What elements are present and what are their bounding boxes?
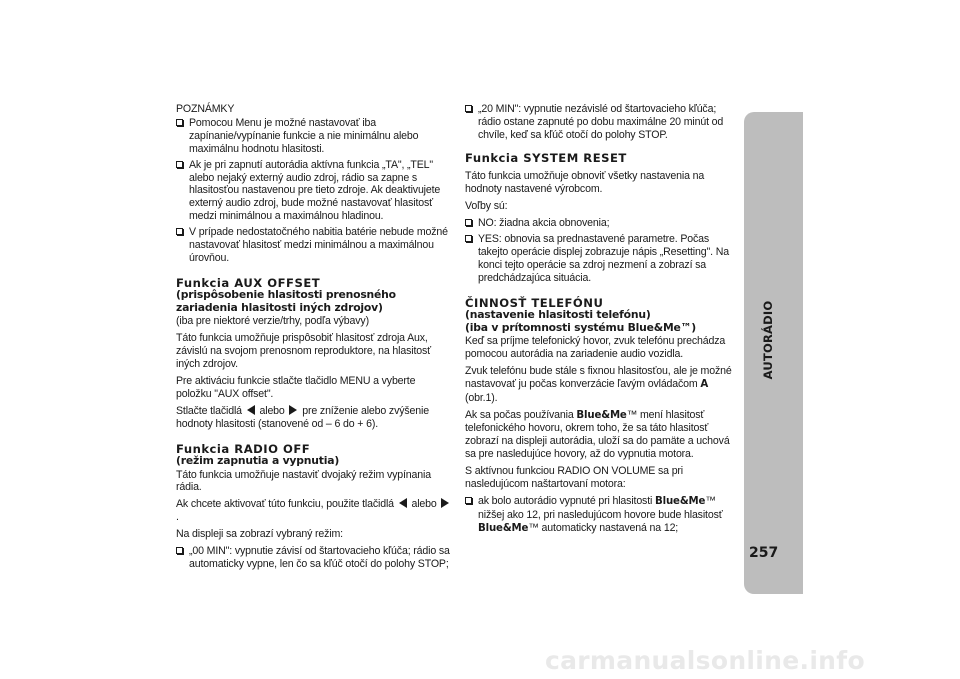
section-side-tab-edge bbox=[801, 112, 803, 594]
mode-item: „20 MIN": vypnutie nezávislé od štartovacieho kľúča; rádio ostane zapnuté po dobu maximálne 20 minút od chvíle, keď sa kľúč otočí do polohy STOP. bbox=[465, 103, 741, 142]
aux-paragraph-2: Pre aktiváciu funkcie stlačte tlačidlo MENU a vyberte položku "AUX offset". bbox=[176, 374, 416, 400]
checkbox-bullet-icon bbox=[176, 228, 183, 235]
aux-paragraph-1: Táto funkcia umožňuje prispôsobiť hlasitosť zdroja Aux, závislú na svojom prenosnom reproduktore, na hlasitosť iných zdrojov. bbox=[176, 332, 431, 370]
aux-paragraph-3: Stlačte tlačidlá alebo pre zníženie alebo zvýšenie hodnoty hlasitosti (stanovené od – 6 do + 6). bbox=[176, 404, 429, 430]
reset-option: YES: obnovia sa prednastavené parametre. Počas takejto operácie displej zobrazuje nápis „Resetting". Na konci tejto operácie sa zdroj nezmení a zobrazí sa predchádzajúca situácia. bbox=[465, 233, 741, 285]
section-tab-label: AUTORÁDIO bbox=[761, 300, 775, 380]
checkbox-bullet-icon bbox=[465, 497, 472, 504]
mode-item: „00 MIN": vypnutie závisí od štartovacieho kľúča; rádio sa automaticky vypne, len čo sa kľúč otočí do polohy STOP; bbox=[176, 545, 452, 571]
notes-title: POZNÁMKY bbox=[176, 103, 235, 115]
aux-offset-heading: Funkcia AUX OFFSET bbox=[176, 275, 321, 290]
right-column bbox=[465, 103, 741, 539]
page-number: 257 bbox=[749, 545, 779, 561]
phone-subheading-2: (iba v prítomnosti systému Blue&Me™) bbox=[465, 320, 696, 334]
reset-option: NO: žiadna akcia obnovenia; bbox=[465, 217, 741, 230]
system-reset-paragraph-2: Voľby sú: bbox=[465, 200, 508, 213]
note-item: V prípade nedostatočného nabitia batérie nebude možné nastavovať hlasitosť medzi minimálnou a maximálnou úrovňou. bbox=[176, 226, 452, 265]
radio-off-heading: Funkcia RADIO OFF bbox=[176, 441, 311, 456]
checkbox-bullet-icon bbox=[465, 219, 472, 226]
triangle-right-icon bbox=[441, 498, 449, 508]
checkbox-bullet-icon bbox=[465, 105, 472, 112]
phone-paragraph-1: Keď sa príjme telefonický hovor, zvuk telefónu prechádza pomocou autorádia na zariadenie audio vozidla. bbox=[465, 334, 726, 360]
radio-off-paragraph-3: Na displeji sa zobrazí vybraný režim: bbox=[176, 528, 343, 541]
radio-off-paragraph-2: Ak chcete aktivovať túto funkciu, použite tlačidlá alebo . bbox=[176, 498, 452, 524]
checkbox-bullet-icon bbox=[176, 547, 183, 554]
phone-paragraph-2: Zvuk telefónu bude stále s fixnou hlasitosťou, ale je možné nastavovať ju počas konverzácie ľavým ovládačom A (obr.1). bbox=[465, 364, 732, 404]
note-item: Ak je pri zapnutí autorádia aktívna funkcia „TA", „TEL" alebo nejaký externý audio zdroj, rádio sa zapne s hlasitosťou nastavenou pre tieto zdroje. Ak deaktivujete externý audio zdroj, bude možné nastavovať hlasitosť medzi minimálnou a maximálnou hladinou. bbox=[176, 159, 452, 224]
radio-off-subheading: (režim zapnutia a vypnutia) bbox=[176, 454, 340, 468]
phone-heading: ČINNOSŤ TELEFÓNU bbox=[465, 295, 604, 310]
system-reset-paragraph-1: Táto funkcia umožňuje obnoviť všetky nastavenia na hodnoty nastavené výrobcom. bbox=[465, 170, 705, 196]
radio-off-paragraph-1: Táto funkcia umožňuje nastaviť dvojaký režim vypínania rádia. bbox=[176, 468, 431, 494]
left-column bbox=[176, 103, 452, 574]
triangle-left-icon bbox=[247, 405, 255, 415]
phone-paragraph-4: S aktívnou funkciou RADIO ON VOLUME sa pri nasledujúcom naštartovaní motora: bbox=[465, 465, 684, 491]
watermark: carmanualsonline.info bbox=[545, 646, 865, 675]
volume-item: ak bolo autorádio vypnuté pri hlasitosti Blue&Me™ nižšej ako 12, pri nasledujúcom hovore bude hlasitosť Blue&Me™ automaticky nastavená na 12; bbox=[465, 495, 741, 536]
aux-offset-subheading: (prispôsobenie hlasitosti prenosného zariadenia hlasitosti iných zdrojov) bbox=[176, 288, 396, 314]
checkbox-bullet-icon bbox=[465, 235, 472, 242]
phone-paragraph-3: Ak sa počas používania Blue&Me™ mení hlasitosť telefonického hovoru, okrem toho, že sa táto hlasitosť zobrazí na displeji autorádia, uloží sa do pamäte a uchová sa pre nasledujúce hovory, až do vypnutia motora. bbox=[465, 408, 730, 461]
checkbox-bullet-icon bbox=[176, 161, 183, 168]
checkbox-bullet-icon bbox=[176, 119, 183, 126]
phone-subheading-1: (nastavenie hlasitosti telefónu) bbox=[465, 308, 651, 322]
aux-availability: (iba pre niektoré verzie/trhy, podľa výbavy) bbox=[176, 315, 369, 328]
triangle-right-icon bbox=[289, 405, 297, 415]
system-reset-heading: Funkcia SYSTEM RESET bbox=[465, 150, 627, 165]
note-item: Pomocou Menu je možné nastavovať iba zapínanie/vypínanie funkcie a nie minimálnu alebo maximálnu hodnotu hlasitosti. bbox=[176, 117, 452, 156]
triangle-left-icon bbox=[399, 498, 407, 508]
